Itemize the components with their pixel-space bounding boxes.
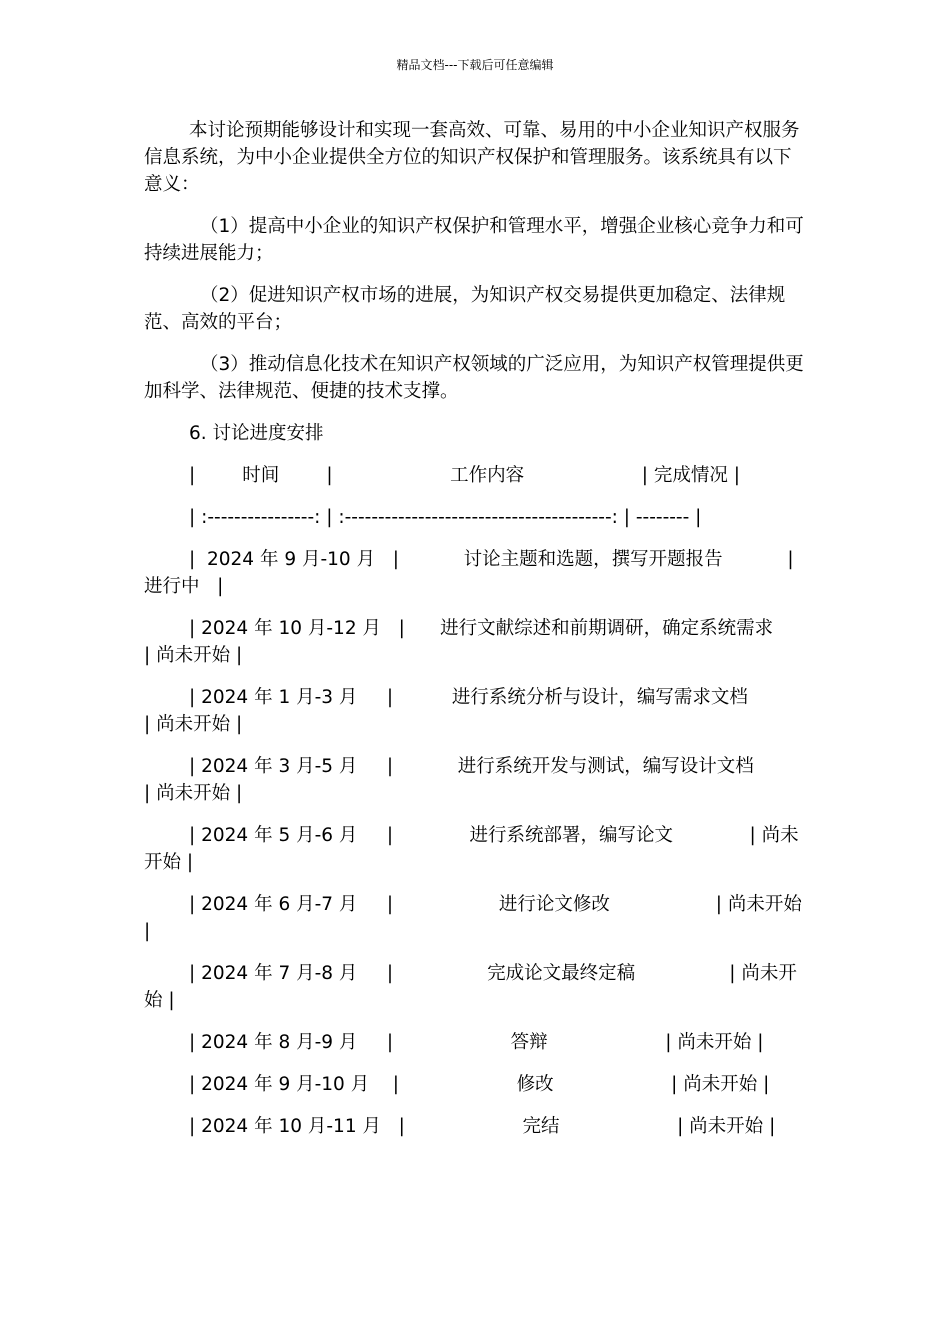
- page-header: 精品文档---下载后可任意编辑: [396, 58, 554, 72]
- table-row: | 2024 年 7 月-8 月 | 完成论文最终定稿 | 尚未开始 |: [144, 963, 797, 1011]
- table-row: | 2024 年 5 月-6 月 | 进行系统部署，编写论文 | 尚未开始 |: [144, 825, 799, 873]
- table-row: | 2024 年 1 月-3 月 | 进行系统分析与设计，编写需求文档 | 尚未开始 |: [144, 687, 807, 735]
- table-row: | 2024 年 6 月-7 月 | 进行论文修改 | 尚未开始 |: [144, 894, 808, 942]
- significance-item-1: （1）提高中小企业的知识产权保护和管理水平，增强企业核心竞争力和可持续进展能力；: [144, 216, 804, 264]
- significance-item-2: （2）促进知识产权市场的进展，为知识产权交易提供更加稳定、法律规范、高效的平台；: [144, 285, 786, 333]
- section-heading: 6. 讨论进度安排: [189, 423, 324, 444]
- intro-paragraph: 本讨论预期能够设计和实现一套高效、可靠、易用的中小企业知识产权服务信息系统，为中小企业提供全方位的知识产权保护和管理服务。该系统具有以下意义：: [144, 120, 800, 195]
- table-row: | 2024 年 3 月-5 月 | 进行系统开发与测试，编写设计文档 | 尚未开始 |: [144, 756, 819, 804]
- table-row: | 2024 年 9 月-10 月 | 讨论主题和选题，撰写开题报告 | 进行中 |: [144, 549, 800, 597]
- table-row: | 2024 年 9 月-10 月 | 修改 | 尚未开始 |: [189, 1074, 770, 1095]
- table-row: | 2024 年 10 月-11 月 | 完结 | 尚未开始 |: [189, 1116, 776, 1137]
- table-row: | 2024 年 8 月-9 月 | 答辩 | 尚未开始 |: [189, 1032, 764, 1053]
- document-body: [144, 117, 819, 1155]
- table-separator-row: | :----------------: | :----------------------------------------: | -------- |: [189, 507, 702, 528]
- significance-item-3: （3）推动信息化技术在知识产权领域的广泛应用，为知识产权管理提供更加科学、法律规范、便捷的技术支撑。: [144, 354, 804, 402]
- table-row: | 2024 年 10 月-12 月 | 进行文献综述和前期调研，确定系统需求 | 尚未开始 |: [144, 618, 815, 666]
- table-header-row: | 时间 | 工作内容 | 完成情况 |: [189, 465, 741, 486]
